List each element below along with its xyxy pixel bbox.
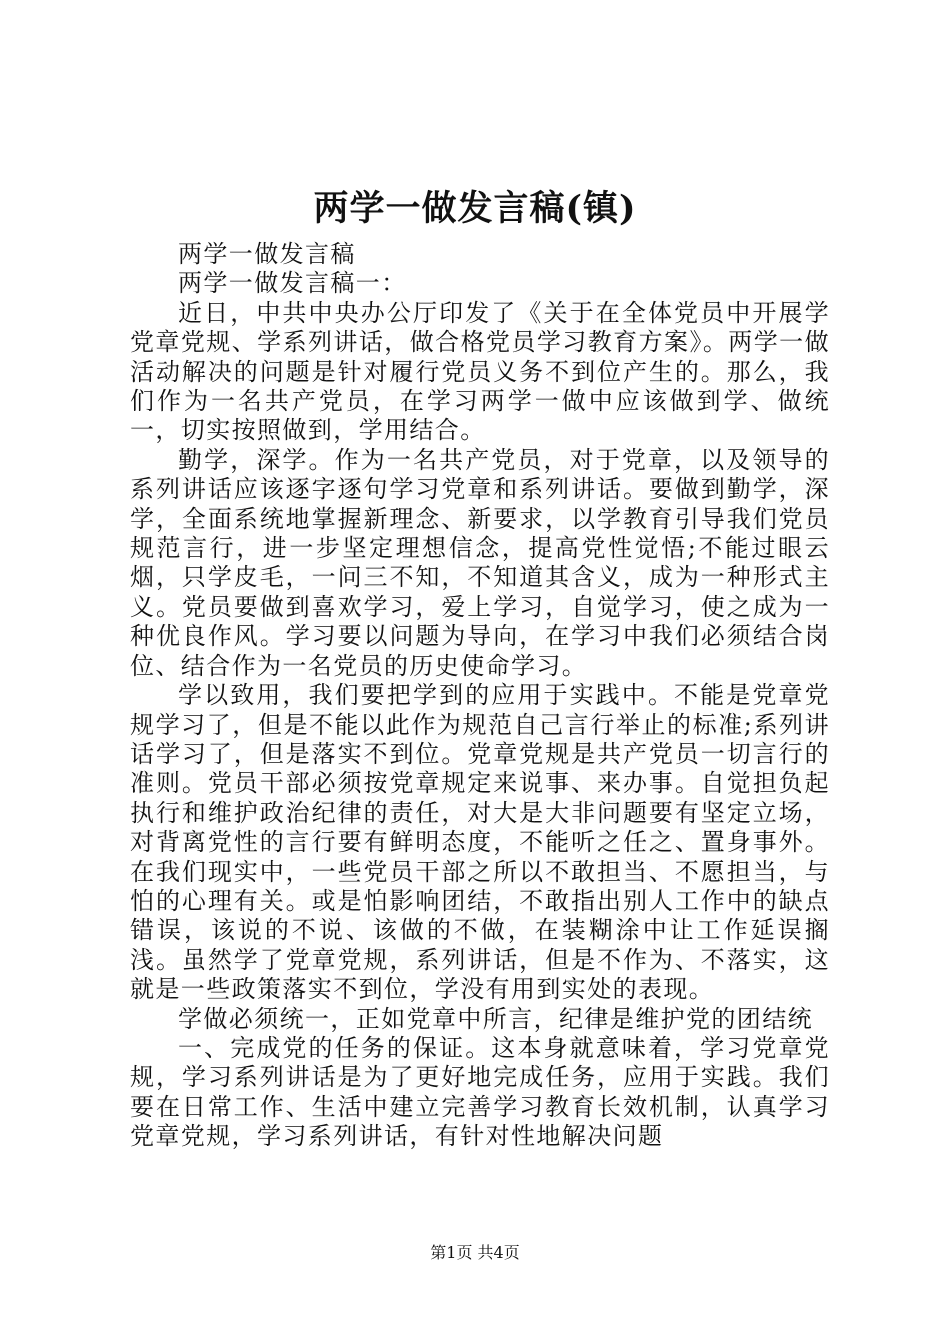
paragraph: 勤学，深学。作为一名共产党员，对于党章，以及领导的系列讲话应该逐字逐句学习党章和系列讲话。要做到勤学，深学，全面系统地掌握新理念、新要求，以学教育引导我们党员规范言行，进一步坚定理想信念，提高党性觉悟;不能过眼云烟，只学皮毛，一问三不知，不知道其含义，成为一种形式主义。党员要做到喜欢学习，爱上学习，自觉学习，使之成为一种优良作风。学习要以问题为导向，在学习中我们必须结合岗位、结合作为一名党员的历史使命学习。 [130,445,830,680]
paragraph: 两学一做发言稿 [178,240,356,268]
document-body [130,240,830,1152]
paragraph: 两学一做发言稿一： [178,269,407,298]
paragraph: 学以致用，我们要把学到的应用于实践中。不能是党章党规学习了，但是不能以此作为规范自己言行举止的标准;系列讲话学习了，但是落实不到位。党章党规是共产党员一切言行的准则。党员干部必须按党章规定来说事、来办事。自觉担负起执行和维护政治纪律的责任，对大是大非问题要有坚定立场，对背离党性的言行要有鲜明态度，不能听之任之、置身事外。在我们现实中，一些党员干部之所以不敢担当、不愿担当，与怕的心理有关。或是怕影响团结，不敢指出别人工作中的缺点错误，该说的不说、该做的不做，在装糊涂中让工作延误搁浅。虽然学了党章党规，系列讲话，但是不作为、不落实，这就是一些政策落实不到位，学没有用到实处的表现。 [130,681,830,1004]
paragraph: 近日，中共中央办公厅印发了《关于在全体党员中开展学党章党规、学系列讲话，做合格党员学习教育方案》。两学一做活动解决的问题是针对履行党员义务不到位产生的。那么，我们作为一名共产党员，在学习两学一做中应该做到学、做统一，切实按照做到，学用结合。 [130,298,830,445]
paragraph: 学做必须统一，正如党章中所言，纪律是维护党的团结统 [178,1004,813,1033]
paragraph: 一、完成党的任务的保证。这本身就意味着，学习党章党规，学习系列讲话是为了更好地完成任务，应用于实践。我们要在日常工作、生活中建立完善学习教育长效机制，认真学习党章党规，学习系列讲话，有针对性地解决问题 [130,1033,830,1151]
document-title: 两学一做发言稿(镇) [313,188,637,229]
page-footer: 第1页 共4页 [430,1243,520,1262]
